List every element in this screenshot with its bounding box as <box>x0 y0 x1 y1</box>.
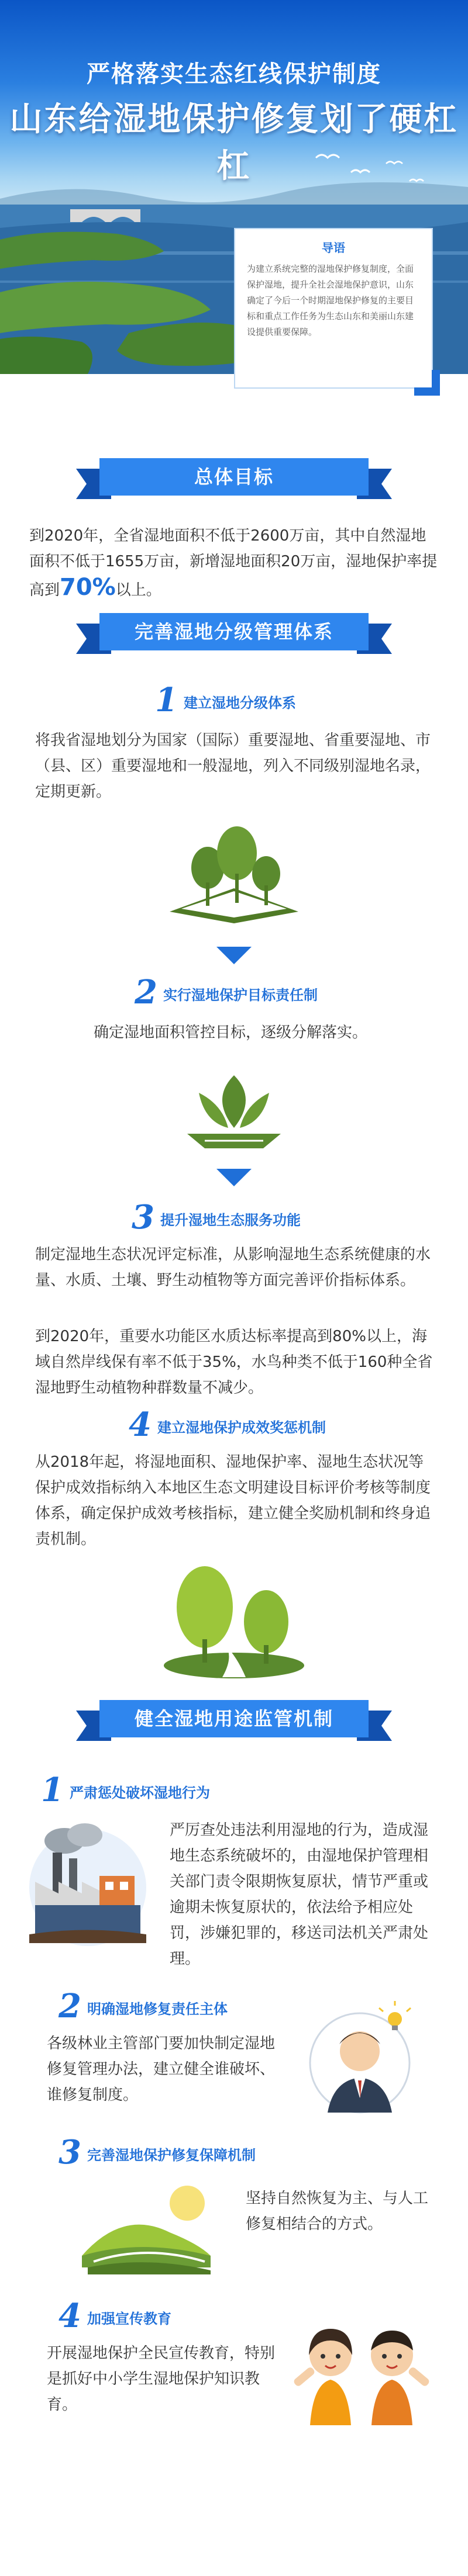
protection-rate-highlight: 70% <box>60 574 116 601</box>
trees-road-icon <box>158 1557 310 1680</box>
subhead-supervision-2: 2 明确湿地修复责任主体 <box>58 1987 228 2026</box>
subhead-grading-3: 3 提升湿地生态服务功能 <box>132 1198 301 1237</box>
subhead-supervision-3: 3 完善湿地保护修复保障机制 <box>58 2133 256 2172</box>
guide-text: 为建立系统完整的湿地保护修复制度，全面保护湿地，提升全社会湿地保护意识，山东确定了今后一个时期湿地保护修复的主要目标和重点工作任务为生态山东和美丽山东建设提供重要保障。 <box>247 264 414 337</box>
guide-title: 导语 <box>322 241 345 255</box>
section-banner-supervision <box>70 1698 398 1747</box>
arrow-down-icon <box>216 947 252 964</box>
subhead-grading-4: 4 建立湿地保护成效奖惩机制 <box>129 1405 326 1444</box>
grading-1-text: 将我省湿地划分为国家（国际）重要湿地、省重要湿地、市（县、区）重要湿地和一般湿地，列入不同级别湿地名录，定期更新。 <box>35 732 431 801</box>
trees-island-icon <box>158 818 310 929</box>
section-banner-overall-goal <box>70 456 398 505</box>
supervision-2-text: 各级林业主管部门要加快制定湿地修复管理办法，建立健全谁破坏、谁修复制度。 <box>47 2035 276 2104</box>
supervision-1-text: 严厉查处违法利用湿地的行为，造成湿地生态系统破坏的，由湿地保护管理相关部门责令限期恢复原状，情节严重或逾期未恢复原状的，依法给予相应处罚，涉嫌犯罪的，移送司法机关严肃处理。 <box>170 1822 429 1968</box>
supervision-3-text: 坚持自然恢复为主、与人工修复相结合的方式。 <box>246 2190 429 2233</box>
grading-3-text-2: 到2020年，重要水功能区水质达标率提高到80%以上，海域自然岸线保有率不低于35%，水鸟种类不低于160种全省湿地野生动植物种群数量不减少。 <box>35 1328 433 1397</box>
green-hill-sun-icon <box>70 2174 222 2279</box>
subhead-grading-2: 2 实行湿地保护目标责任制 <box>135 973 318 1012</box>
grading-3-text: 制定湿地生态状况评定标准，从影响湿地生态系统健康的水量、水质、土壤、野生动植物等方面完善评价指标体系。 <box>35 1246 431 1289</box>
leaf-water-icon <box>176 1069 292 1157</box>
section-title: 总体目标 <box>194 466 274 488</box>
factory-pollution-icon <box>18 1817 158 1946</box>
arrow-down-icon <box>216 1169 252 1186</box>
subhead-grading-1: 1 建立湿地分级体系 <box>155 681 296 719</box>
subhead-supervision-1: 1 严肃惩处破坏湿地行为 <box>41 1771 210 1809</box>
section-banner-grading-system <box>70 611 398 660</box>
students-icon <box>287 2314 439 2431</box>
guide-box <box>234 228 433 389</box>
subhead-supervision-4: 4 加强宣传教育 <box>58 2297 171 2335</box>
supervision-4-text: 开展湿地保护全民宣传教育，特别是抓好中小学生湿地保护知识教育。 <box>47 2345 276 2414</box>
hero-title-1: 严格落实生态红线保护制度 <box>87 61 381 88</box>
overall-goal-text: 到2020年，全省湿地面积不低于2600万亩，其中自然湿地面积不低于1655万亩，新增湿地面积20万亩，湿地保护率提高到70%以上。 <box>29 527 438 601</box>
section-title: 健全湿地用途监管机制 <box>134 1708 333 1730</box>
hero-title-2: 山东给湿地保护修复划了硬杠杠 <box>9 101 459 185</box>
grading-4-text: 从2018年起，将湿地面积、湿地保护率、湿地生态状况等保护成效指标纳入本地区生态文明建设目标评价考核等制度体系，确定保护成效考核指标，建立健全奖励机制和终身追责机制。 <box>35 1453 431 1548</box>
grading-2-text: 确定湿地面积管控目标，逐级分解落实。 <box>94 1024 368 1041</box>
businessman-idea-icon <box>292 1999 427 2115</box>
section-title: 完善湿地分级管理体系 <box>134 621 333 643</box>
